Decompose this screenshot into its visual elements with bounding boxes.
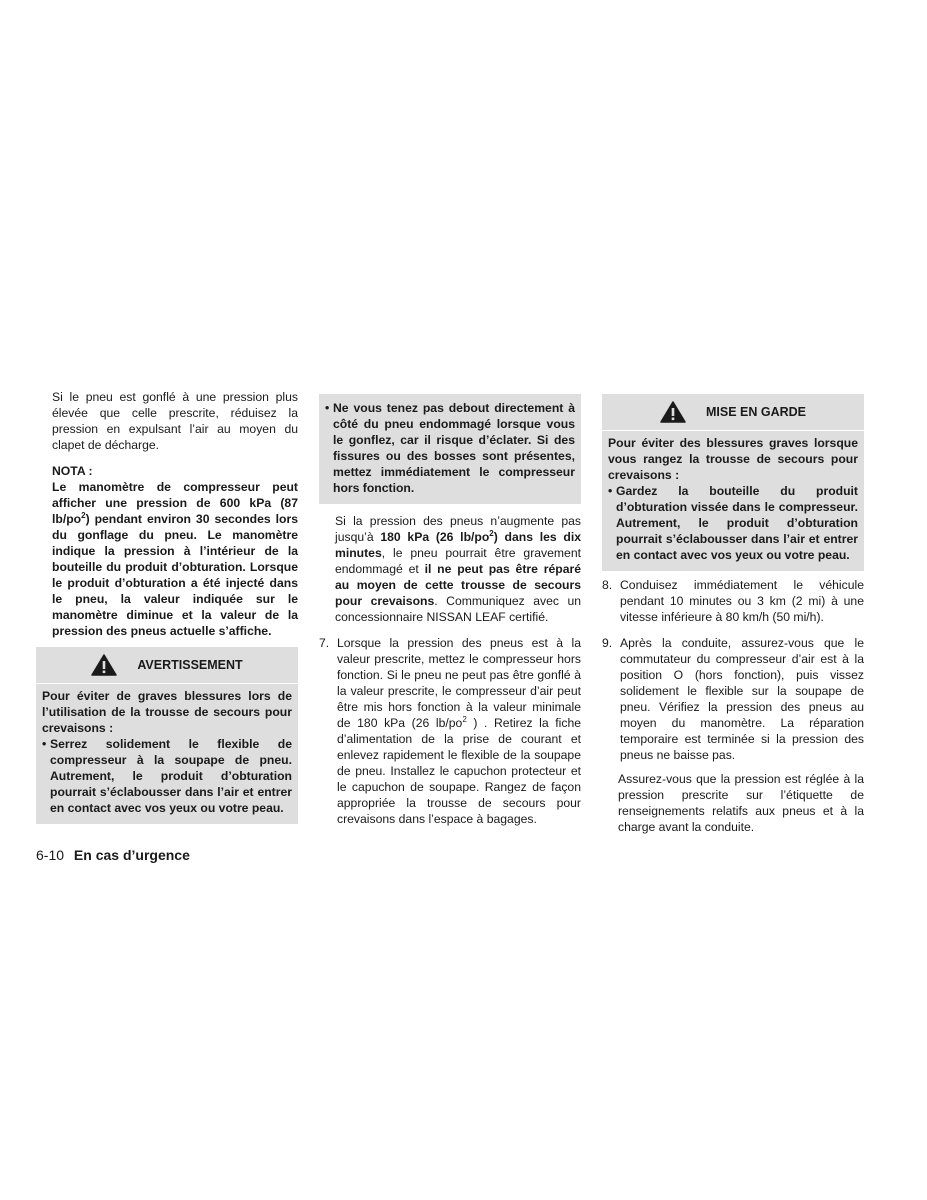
p1-bold-a: 180 kPa (26 lb/po xyxy=(380,530,490,544)
list-item-7 xyxy=(319,635,581,827)
item9-text: Après la conduite, assurez-vous que le commutateur du compresseur d’air est à la position O (hors fonction), puis vissez solidement le flexible sur la soupape de pneu. Vérifiez la pression des pneus au moyen du manomètre. La réparation temporaire est terminée si la pression des pneus ne baisse pas. xyxy=(620,636,864,762)
list-number: 9. xyxy=(602,636,613,650)
warning-title: AVERTISSEMENT xyxy=(137,658,243,672)
list-item-8 xyxy=(602,577,864,625)
list-item-9 xyxy=(602,635,864,763)
warning-bullet xyxy=(42,736,292,816)
bullet-dot: • xyxy=(608,484,613,498)
item7-text-b: ) . Retirez la fiche d’alimentation de la prise de courant et enlevez rapidement le flexible de la soupape de pneu. Installez le capuchon protecteur et le capuchon de soupape. Rangez de façon appropriée la trousse de secours pour crevaisons dans l’espace à bagages. xyxy=(337,716,581,826)
pressure-paragraph xyxy=(319,513,581,625)
item8-text: Conduisez immédiatement le véhicule pendant 10 minutes ou 3 km (2 mi) à une vitesse inférieure à 80 km/h (50 mi/h). xyxy=(620,578,864,624)
item7-text-a: Lorsque la pression des pneus est à la valeur prescrite, mettez le compresseur hors fonction. Si le pneu ne peut pas être gonflé à la valeur prescrite, le compresseur d’air peut être mis hors fonction à la valeur minimale de 180 kPa (26 lb/po xyxy=(337,636,581,730)
item7-superscript: 2 xyxy=(462,714,467,724)
nota-body xyxy=(36,479,298,639)
list-number: 8. xyxy=(602,578,613,592)
nota-superscript: 2 xyxy=(81,510,86,520)
warning-bullet-text: Serrez solidement le flexible de compresseur à la soupape de pneu. Autrement, le produit d’obturation pourrait s’éclabousser dans l’air et entrer en contact avec vos yeux ou votre peau. xyxy=(50,737,292,815)
caution-bullet-wrap xyxy=(602,483,864,563)
caution-intro: Pour éviter des blessures graves lorsque vous rangez la trousse de secours pour crevaisons : xyxy=(608,436,858,482)
column-1 xyxy=(36,389,298,824)
page-footer xyxy=(36,847,190,863)
p1-text-a: Si la pression des pneus n’augmente pas jusqu’à xyxy=(335,514,581,544)
caution-title: MISE EN GARDE xyxy=(705,405,806,419)
p1-bold-c: il ne peut pas être réparé au moyen de cette trousse de secours pour crevaisons xyxy=(335,562,581,608)
warning-intro: Pour éviter de graves blessures lors de l’utilisation de la trousse de secours pour crevaisons : xyxy=(42,689,292,735)
warning-triangle-icon xyxy=(91,654,117,676)
page-number: 6-10 xyxy=(36,847,65,863)
caution-header xyxy=(602,394,864,431)
p1-superscript: 2 xyxy=(489,528,494,538)
warning-bullet-wrap xyxy=(36,736,298,816)
caution-bullet-text: Gardez la bouteille du produit d’obturation vissée dans le compresseur. Autrement, le produit d’obturation pourrait s’éclabousser dans l’air et entrer en contact avec vos yeux ou votre peau. xyxy=(616,484,858,562)
caution-bullet-box xyxy=(319,394,581,504)
caution-bullet xyxy=(608,483,858,563)
p1-text-b: , le pneu pourrait être gravement endommagé et xyxy=(335,546,581,576)
section-title: En cas d’urgence xyxy=(73,847,190,863)
intro-paragraph: Si le pneu est gonflé à une pression plus élevée que celle prescrite, réduisez la pression en expulsant l’air au moyen du clapet de décharge. xyxy=(52,390,298,452)
final-paragraph: Assurez-vous que la pression est réglée à la pression prescrite sur l’étiquette de renseignements relatifs aux pneus et à la charge avant la conduite. xyxy=(618,772,864,834)
column-2 xyxy=(319,394,581,827)
caution-box xyxy=(602,394,864,571)
caution-bullet-text: Ne vous tenez pas debout directement à côté du pneu endommagé lorsque vous le gonflez, car il risque d’éclater. Si des fissures ou des bosses sont présentes, mettez immédiatement le compresseur hors fonction. xyxy=(333,401,575,495)
warning-triangle-icon xyxy=(660,401,686,423)
p1-bold-b: ) dans les dix minutes xyxy=(335,530,581,560)
nota-title: NOTA : xyxy=(52,464,93,478)
warning-box xyxy=(36,647,298,824)
caution-bullet xyxy=(325,400,575,496)
bullet-dot: • xyxy=(42,737,47,751)
p1-text-c: . Communiquez avec un concessionnaire NISSAN LEAF certifié. xyxy=(335,594,582,624)
column-3 xyxy=(602,394,864,835)
nota-text-b: ) pendant environ 30 secondes lors du gonflage du pneu. Le manomètre indique la pression à l’intérieur de la bouteille du produit d’obturation. Lorsque le produit d’obturation a été injecté dans le pneu, la valeur indiquée sur le manomètre diminue et la valeur de la pression des pneus actuelle s’affiche. xyxy=(52,512,298,638)
warning-header xyxy=(36,647,298,684)
list-number: 7. xyxy=(319,636,330,650)
bullet-dot: • xyxy=(325,401,330,415)
nota-text-a: Le manomètre de compresseur peut afficher une pression de 600 kPa (87 lb/po xyxy=(52,480,298,526)
